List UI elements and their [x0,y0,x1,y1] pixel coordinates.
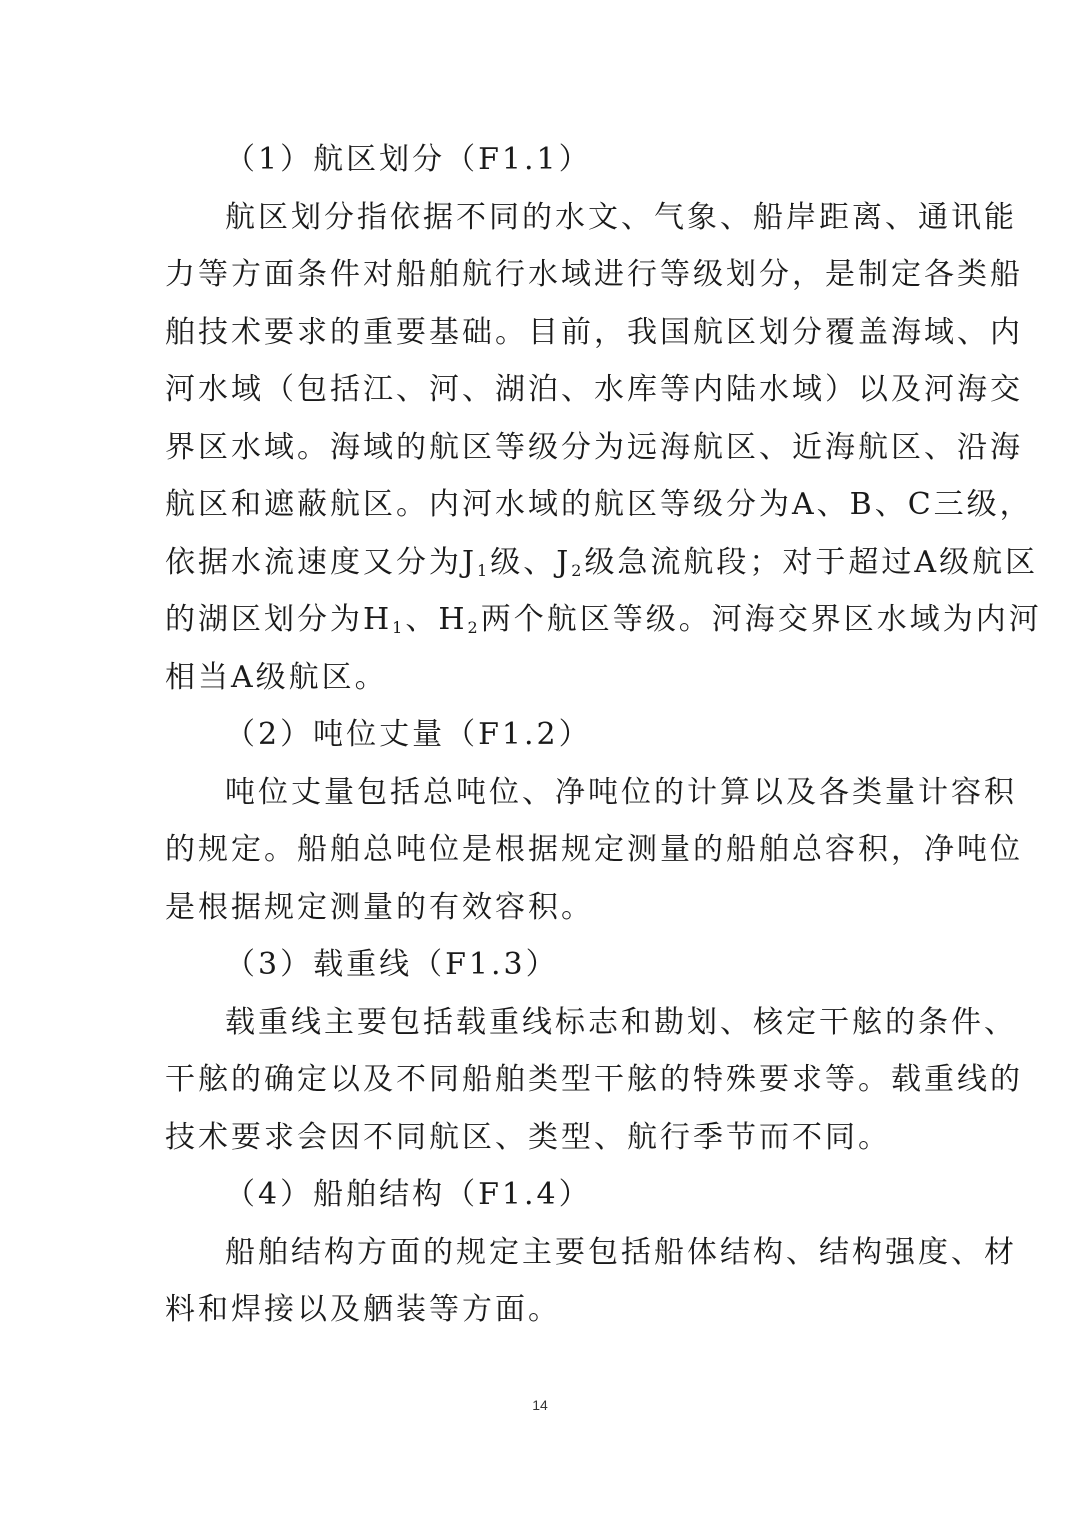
text-run: 依据水流速度又分为J [165,544,478,580]
paragraph-line: 的规定。船舶总吨位是根据规定测量的船舶总容积，净吨位 [165,832,1023,867]
text-run: 级、J [490,544,572,580]
section-heading-f1-1: （1）航区划分（F1.1） [225,142,592,177]
paragraph-line: 力等方面条件对船舶航行水域进行等级划分，是制定各类船 [165,257,1023,292]
text-run: 两个航区等级。河海交界区水域为内河 [480,602,1042,637]
paragraph-line: 河水域（包括江、河、湖泊、水库等内陆水域）以及河海交 [165,372,1023,407]
subscript: 1 [477,560,491,580]
paragraph-line: 航区和遮蔽航区。内河水域的航区等级分为A、B、C三级， [165,487,1033,522]
paragraph-line: 航区划分指依据不同的水文、气象、船岸距离、通讯能 [225,199,1017,235]
text-run: 级急流航段；对于超过A级航区 [584,544,1039,580]
paragraph-line: 吨位丈量包括总吨位、净吨位的计算以及各类量计容积 [225,774,1017,810]
paragraph-line: 相当A级航区。 [165,659,388,695]
paragraph-line: 料和焊接以及舾装等方面。 [165,1292,561,1327]
paragraph-line: 技术要求会因不同航区、类型、航行季节而不同。 [165,1119,891,1155]
paragraph-line [165,534,1039,592]
section-heading-f1-2: （2）吨位丈量（F1.2） [225,717,592,752]
section-heading-f1-4: （4）船舶结构（F1.4） [225,1177,592,1212]
text-run: 的湖区划分为H [165,602,393,637]
section-heading-f1-3: （3）载重线（F1.3） [225,947,559,982]
paragraph-line: 是根据规定测量的有效容积。 [165,889,594,925]
page-number: 14 [532,1397,548,1413]
body-text [165,131,1042,1339]
paragraph-line [165,591,1042,649]
paragraph-line: 舶技术要求的重要基础。目前，我国航区划分覆盖海域、内 [165,314,1023,350]
subscript: 1 [392,618,406,637]
paragraph-line: 界区水域。海域的航区等级分为远海航区、近海航区、沿海 [165,429,1023,465]
paragraph-line: 载重线主要包括载重线标志和勘划、核定干舷的条件、 [225,1004,1017,1040]
paragraph-line: 船舶结构方面的规定主要包括船体结构、结构强度、材 [225,1234,1017,1270]
subscript: 2 [571,560,585,580]
paragraph-line: 干舷的确定以及不同船舶类型干舷的特殊要求等。载重线的 [165,1062,1023,1097]
text-run: 、H [405,602,468,637]
subscript: 2 [467,618,481,637]
